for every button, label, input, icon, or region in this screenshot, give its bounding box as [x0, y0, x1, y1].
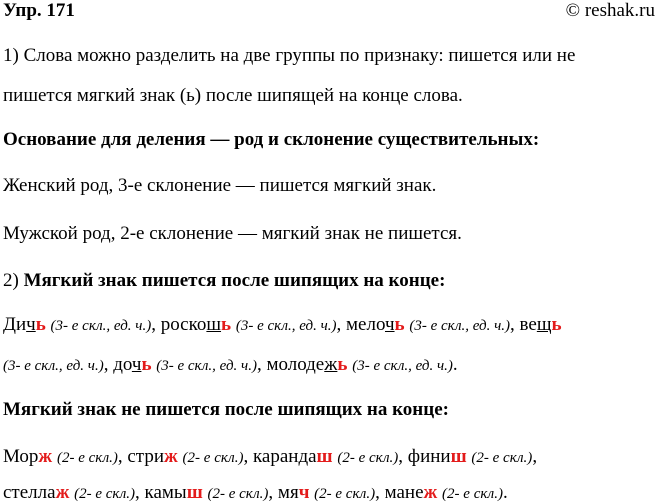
item-number: 2) — [3, 270, 24, 291]
grammar-note: (2- е скл.) — [442, 486, 503, 502]
word-meloch: мелочь — [346, 314, 405, 335]
grammar-note: (2- е скл.) — [74, 486, 136, 502]
grammar-note: (2- е скл.) — [314, 486, 376, 502]
word-stellazh: стеллаж — [3, 482, 70, 503]
grammar-note: (3- е скл., ед. ч.) — [3, 358, 104, 374]
word-karandash: карандаш — [252, 446, 333, 467]
grammar-note: (3- е скл., ед. ч.) — [235, 318, 337, 334]
soft-words-line-2: (3- е скл., ед. ч.), дочь (3- е скл., ед. ч.), молодежь (3- е скл., ед. ч.). — [3, 354, 458, 375]
source-label: © reshak.ru — [565, 0, 655, 21]
grammar-note: (2- е скл.) — [56, 450, 118, 466]
masculine-rule: Мужской род, 2-е склонение — мягкий знак не пишется. — [3, 223, 462, 244]
word-manezh: манеж — [384, 482, 438, 503]
header — [0, 0, 658, 24]
soft-sign-heading — [3, 270, 445, 292]
word-veshch: вещь — [519, 314, 562, 335]
word-strizh: стриж — [127, 446, 178, 467]
word-molodezh: молодежь — [266, 354, 348, 375]
grammar-note: (2- е скл.) — [182, 450, 244, 466]
grammar-note: (2- е скл.) — [207, 486, 269, 502]
basis-heading: Основание для деления — род и склонение существительных: — [3, 129, 540, 150]
exercise-title: Упр. 171 — [3, 0, 75, 21]
word-dich: Дичь — [3, 314, 46, 335]
grammar-note: (3- е скл., ед. ч.) — [409, 318, 511, 334]
paragraph-1-line-1: 1) Слова можно разделить на две группы по признаку: пишется или не — [3, 45, 576, 66]
grammar-note: (3- е скл., ед. ч.) — [50, 318, 152, 334]
word-doch: дочь — [113, 354, 152, 375]
no-soft-sign-heading: Мягкий знак не пишется после шипящих на конце: — [3, 399, 449, 420]
soft-sign-heading-text: Мягкий знак пишется после шипящих на конце: — [23, 270, 446, 291]
hard-words-line-1: Морж (2- е скл.), стриж (2- е скл.), карандаш (2- е скл.), финиш (2- е скл.), — [3, 446, 538, 467]
word-finish: финиш — [407, 446, 467, 467]
grammar-note: (3- е скл., ед. ч.) — [352, 358, 453, 374]
word-morzh: Морж — [3, 446, 53, 467]
word-roskosh: роскошь — [160, 314, 232, 335]
paragraph-1-line-2: пишется мягкий знак (ь) после шипящей на конце слова. — [3, 85, 463, 106]
hard-words-line-2: стеллаж (2- е скл.), камыш (2- е скл.), мяч (2- е скл.), манеж (2- е скл.). — [3, 482, 508, 503]
grammar-note: (3- е скл., ед. ч.) — [156, 358, 257, 374]
word-myach: мяч — [277, 482, 310, 503]
soft-words-line-1: Дичь (3- е скл., ед. ч.), роскошь (3- е скл., ед. ч.), мелочь (3- е скл., ед. ч.), вещь — [3, 314, 562, 335]
feminine-rule: Женский род, 3-е склонение — пишется мягкий знак. — [3, 175, 437, 196]
grammar-note: (2- е скл.) — [337, 450, 399, 466]
word-kamysh: камыш — [144, 482, 203, 503]
grammar-note: (2- е скл.) — [471, 450, 533, 466]
